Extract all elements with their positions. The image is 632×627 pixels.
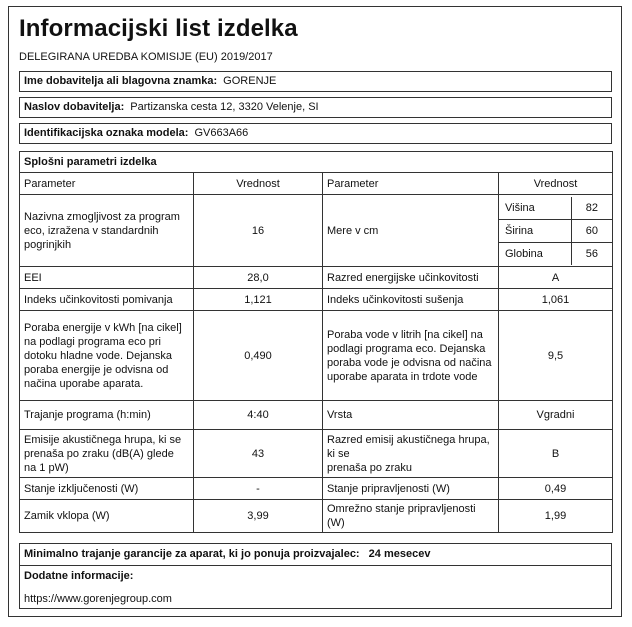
capacity-label: Nazivna zmogljivost za program eco, izražena v standardnih pogrinjkih bbox=[20, 195, 194, 267]
dimensions-cell bbox=[499, 195, 613, 267]
water-consumption-value: 9,5 bbox=[499, 311, 613, 401]
networked-standby-value: 1,99 bbox=[499, 500, 613, 533]
energy-consumption-label: Poraba energije v kWh [na cikel] na podlagi programa eco pri dotoku hladne vode. Dejanska poraba energije je odvisna od načina uporabe aparata. bbox=[20, 311, 194, 401]
networked-standby-label: Omrežno stanje pripravljenosti (W) bbox=[323, 500, 499, 533]
supplier-label: Ime dobavitelja ali blagovna znamka: bbox=[24, 75, 218, 87]
water-consumption-label: Poraba vode v litrih [na cikel] na podlagi programa eco. Dejanska poraba vode je odvisna od načina uporabe aparata in trdote vode bbox=[323, 311, 499, 401]
model-value: GV663A66 bbox=[194, 127, 249, 139]
standby-label: Stanje pripravljenosti (W) bbox=[323, 478, 499, 500]
guarantee-value: 24 mesecev bbox=[368, 548, 431, 560]
col-header-value: Vrednost bbox=[194, 173, 323, 195]
off-mode-value: - bbox=[194, 478, 323, 500]
off-mode-label: Stanje izključenosti (W) bbox=[20, 478, 194, 500]
depth-value: 56 bbox=[571, 242, 612, 265]
noise-label: Emisije akustičnega hrupa, ki se prenaša po zraku (dB(A) glede na 1 pW) bbox=[20, 430, 194, 478]
width-value: 60 bbox=[571, 219, 612, 242]
energy-class-value: A bbox=[499, 267, 613, 289]
guarantee-label: Minimalno trajanje garancije za aparat, ki jo ponuja proizvajalec: bbox=[24, 548, 360, 560]
capacity-value: 16 bbox=[194, 195, 323, 267]
height-value: 82 bbox=[571, 197, 612, 220]
type-value: Vgradni bbox=[499, 401, 613, 430]
regulation-subtitle: DELEGIRANA UREDBA KOMISIJE (EU) 2019/2017 bbox=[19, 51, 273, 63]
duration-value: 4:40 bbox=[194, 401, 323, 430]
col-header-parameter-2: Parameter bbox=[323, 173, 499, 195]
width-label: Širina bbox=[499, 219, 571, 242]
delay-start-value: 3,99 bbox=[194, 500, 323, 533]
website-link[interactable]: https://www.gorenjegroup.com bbox=[24, 593, 172, 605]
drying-index-label: Indeks učinkovitosti sušenja bbox=[323, 289, 499, 311]
dimensions-label: Mere v cm bbox=[323, 195, 499, 267]
col-header-parameter: Parameter bbox=[20, 173, 194, 195]
energy-class-label: Razred energijske učinkovitosti bbox=[323, 267, 499, 289]
supplier-value: GORENJE bbox=[223, 75, 277, 87]
energy-consumption-value: 0,490 bbox=[194, 311, 323, 401]
noise-class-label: Razred emisij akustičnega hrupa, ki se prenaša po zraku bbox=[323, 430, 499, 478]
noise-value: 43 bbox=[194, 430, 323, 478]
delay-start-label: Zamik vklopa (W) bbox=[20, 500, 194, 533]
height-label: Višina bbox=[499, 197, 571, 220]
noise-class-value: B bbox=[499, 430, 613, 478]
eei-label: EEI bbox=[20, 267, 194, 289]
general-parameters-heading: Splošni parametri izdelka bbox=[20, 152, 613, 173]
supplier-row bbox=[19, 71, 612, 92]
dimensions-table bbox=[499, 197, 612, 265]
cleaning-index-label: Indeks učinkovitosti pomivanja bbox=[20, 289, 194, 311]
col-header-value-2: Vrednost bbox=[499, 173, 613, 195]
depth-label: Globina bbox=[499, 242, 571, 265]
model-label: Identifikacijska oznaka modela: bbox=[24, 127, 189, 139]
address-label: Naslov dobavitelja: bbox=[24, 101, 125, 113]
parameters-table bbox=[19, 151, 613, 533]
type-label: Vrsta bbox=[323, 401, 499, 430]
address-row bbox=[19, 97, 612, 118]
address-value: Partizanska cesta 12, 3320 Velenje, SI bbox=[130, 101, 319, 113]
cleaning-index-value: 1,121 bbox=[194, 289, 323, 311]
eei-value: 28,0 bbox=[194, 267, 323, 289]
drying-index-value: 1,061 bbox=[499, 289, 613, 311]
guarantee-row bbox=[19, 543, 612, 566]
additional-info-box bbox=[19, 565, 612, 609]
duration-label: Trajanje programa (h:min) bbox=[20, 401, 194, 430]
page-title: Informacijski list izdelka bbox=[19, 15, 298, 42]
product-information-sheet bbox=[8, 6, 622, 617]
model-row bbox=[19, 123, 612, 144]
additional-info-label: Dodatne informacije: bbox=[24, 570, 134, 582]
standby-value: 0,49 bbox=[499, 478, 613, 500]
